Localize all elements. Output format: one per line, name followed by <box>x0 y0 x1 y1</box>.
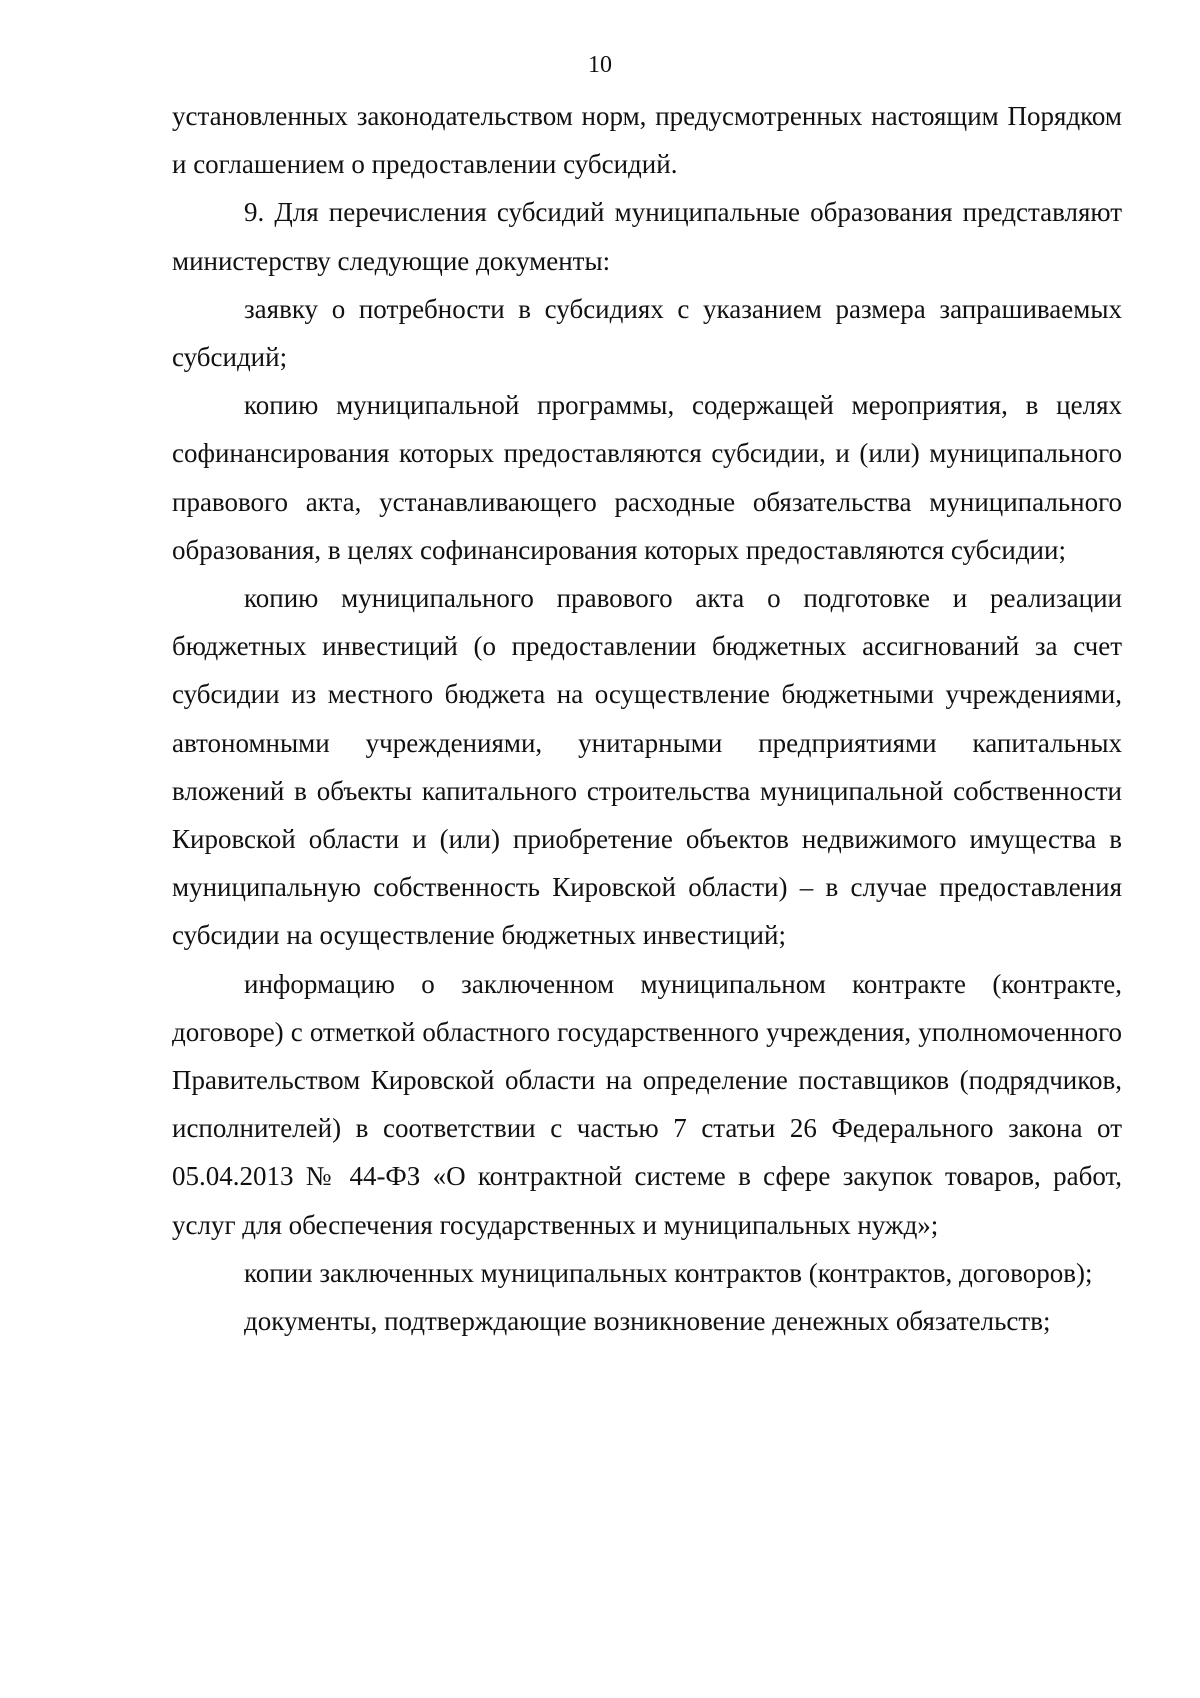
paragraph-program-copy: копию муниципальной программы, содержащей мероприятия, в целях софинансирования которых предоставляются субсидии, и (или) муниципального правового акта, устанавливающего расходные обязательства муниципального образования, в целях софинансирования которых предоставляются субсидии; <box>172 390 1122 565</box>
paragraph-payment-documents: документы, подтверждающие возникновение денежных обязательств; <box>244 1306 1051 1337</box>
paragraph-contract-info: информацию о заключенном муниципальном контракте (контракте, договоре) с отметкой областного государственного учреждения, уполномоченного Правительством Кировской области на определение поставщиков (подрядчиков, исполнителей) в соответствии с частью 7 статьи 26 Федерального закона от 05.04.2013 № 44-ФЗ «О контрактной системе в сфере закупок товаров, работ, услуг для обеспечения государственных и муниципальных нужд»; <box>172 968 1122 1240</box>
paragraph-item-9: 9. Для перечисления субсидий муниципальные образования представляют министерству следующие документы: <box>172 197 1122 276</box>
paragraph-application: заявку о потребности в субсидиях с указанием размера запрашиваемых субсидий; <box>172 293 1122 373</box>
paragraph-continuation: установленных законодательством норм, предусмотренных настоящим Порядком и соглашением о предоставлении субсидий. <box>172 101 1122 180</box>
paragraph-legal-act-copy: копию муниципального правового акта о подготовке и реализации бюджетных инвестиций (о предоставлении бюджетных ассигнований за счет субсидии из местного бюджета на осуществление бюджетными учреждениями, автономными учреждениями, унитарными предприятиями капитальных вложений в объекты капитального строительства муниципальной собственности Кировской области и (или) приобретение объектов недвижимого имущества в муниципальную собственность Кировской области) – в случае предоставления субсидии на осуществление бюджетных инвестиций; <box>172 583 1122 951</box>
paragraph-contract-copies: копии заключенных муниципальных контрактов (контрактов, договоров); <box>244 1257 1093 1288</box>
page-number: 10 <box>588 52 612 78</box>
document-body <box>172 92 1122 1345</box>
